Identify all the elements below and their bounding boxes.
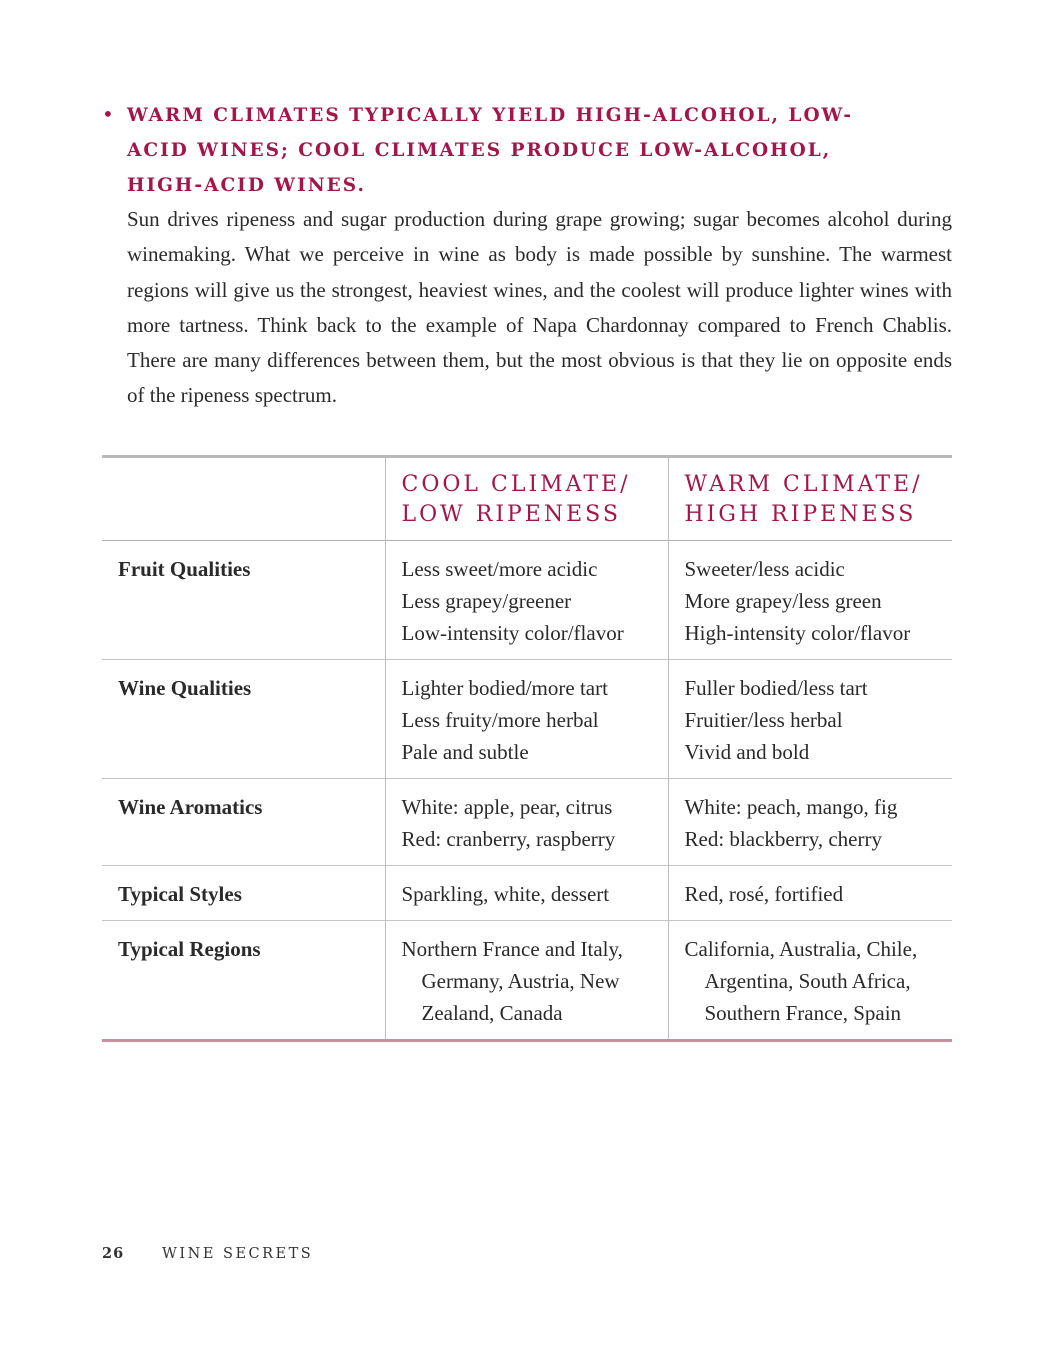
climate-comparison-table: [102, 455, 952, 1042]
row-label: Fruit Qualities: [118, 557, 251, 581]
header-cool-climate: [385, 457, 668, 541]
table-row-wine-aromatics: [102, 779, 952, 866]
cell-line: Less fruity/more herbal: [401, 708, 599, 732]
cell-line: Southern France, Spain: [704, 1001, 902, 1025]
section-heading: [127, 98, 927, 203]
cool-cell: [385, 866, 668, 921]
header-empty-cell: [102, 457, 385, 541]
cell-line: Red: cranberry, raspberry: [401, 827, 616, 851]
row-label: Typical Styles: [118, 882, 242, 906]
cell-line: Fuller bodied/less tart: [684, 676, 868, 700]
cell-line: Vivid and bold: [684, 740, 810, 764]
cool-cell: [385, 541, 668, 660]
cell-line: Red, rosé, fortified: [684, 882, 844, 906]
cell-line: White: apple, pear, citrus: [401, 795, 613, 819]
table-row-typical-styles: [102, 866, 952, 921]
warm-cell: [668, 779, 952, 866]
cell-line: Less sweet/more acidic: [401, 557, 598, 581]
cell-line: California, Australia, Chile,: [684, 937, 918, 961]
cell-line: Argentina, South Africa,: [704, 969, 911, 993]
warm-cell: [668, 660, 952, 779]
cell-line: Low-intensity color/flavor: [401, 621, 624, 645]
page-number: 26: [102, 1245, 125, 1262]
heading-line: WARM CLIMATES TYPICALLY YIELD HIGH-ALCOHOL, LOW-: [127, 105, 854, 126]
cell-line: High-intensity color/flavor: [684, 621, 911, 645]
table-row-wine-qualities: [102, 660, 952, 779]
warm-cell: [668, 541, 952, 660]
body-paragraph: Sun drives ripeness and sugar production during grape growing; sugar becomes alcohol during winemaking. What we perceive in wine as body is made possible by sunshine. The warmest regions will give us the strongest, heaviest wines, and the coolest will produce lighter wines with more tartness. Think back to the example of Napa Chardonnay compared to French Chablis. There are many differences between them, but the most obvious is that they lie on opposite ends of the ripeness spectrum.: [127, 207, 952, 408]
warm-cell: [668, 866, 952, 921]
cell-line: Northern France and Italy,: [401, 937, 623, 961]
cell-line: More grapey/less green: [684, 589, 882, 613]
cell-line: Sweeter/less acidic: [684, 557, 845, 581]
book-title: WINE SECRETS: [162, 1246, 314, 1262]
heading-line: ACID WINES; COOL CLIMATES PRODUCE LOW-ALCOHOL,: [127, 140, 832, 161]
cell-line: Sparkling, white, dessert: [401, 882, 610, 906]
cell-line: Lighter bodied/more tart: [401, 676, 608, 700]
header-line: HIGH RIPENESS: [684, 502, 917, 527]
cool-cell: [385, 779, 668, 866]
header-line: COOL CLIMATE/: [401, 472, 631, 497]
cell-line: Fruitier/less herbal: [684, 708, 843, 732]
cell-line: Less grapey/greener: [401, 589, 572, 613]
cell-line: White: peach, mango, fig: [684, 795, 898, 819]
cell-line: Pale and subtle: [401, 740, 529, 764]
cell-line: Zealand, Canada: [421, 1001, 563, 1025]
cool-cell: [385, 660, 668, 779]
bullet-icon: •: [102, 102, 114, 126]
heading-line: HIGH-ACID WINES.: [127, 175, 366, 196]
row-label: Wine Qualities: [118, 676, 252, 700]
page-footer: [102, 1245, 313, 1262]
cell-line: Germany, Austria, New: [421, 969, 620, 993]
header-line: LOW RIPENESS: [401, 502, 621, 527]
table-header-row: [102, 457, 952, 541]
header-line: WARM CLIMATE/: [684, 472, 923, 497]
table-row-fruit-qualities: [102, 541, 952, 660]
cell-line: Red: blackberry, cherry: [684, 827, 882, 851]
warm-cell: [668, 921, 952, 1041]
cool-cell: [385, 921, 668, 1041]
row-label: Typical Regions: [118, 937, 261, 961]
header-warm-climate: [668, 457, 952, 541]
table-row-typical-regions: [102, 921, 952, 1041]
row-label: Wine Aromatics: [118, 795, 263, 819]
